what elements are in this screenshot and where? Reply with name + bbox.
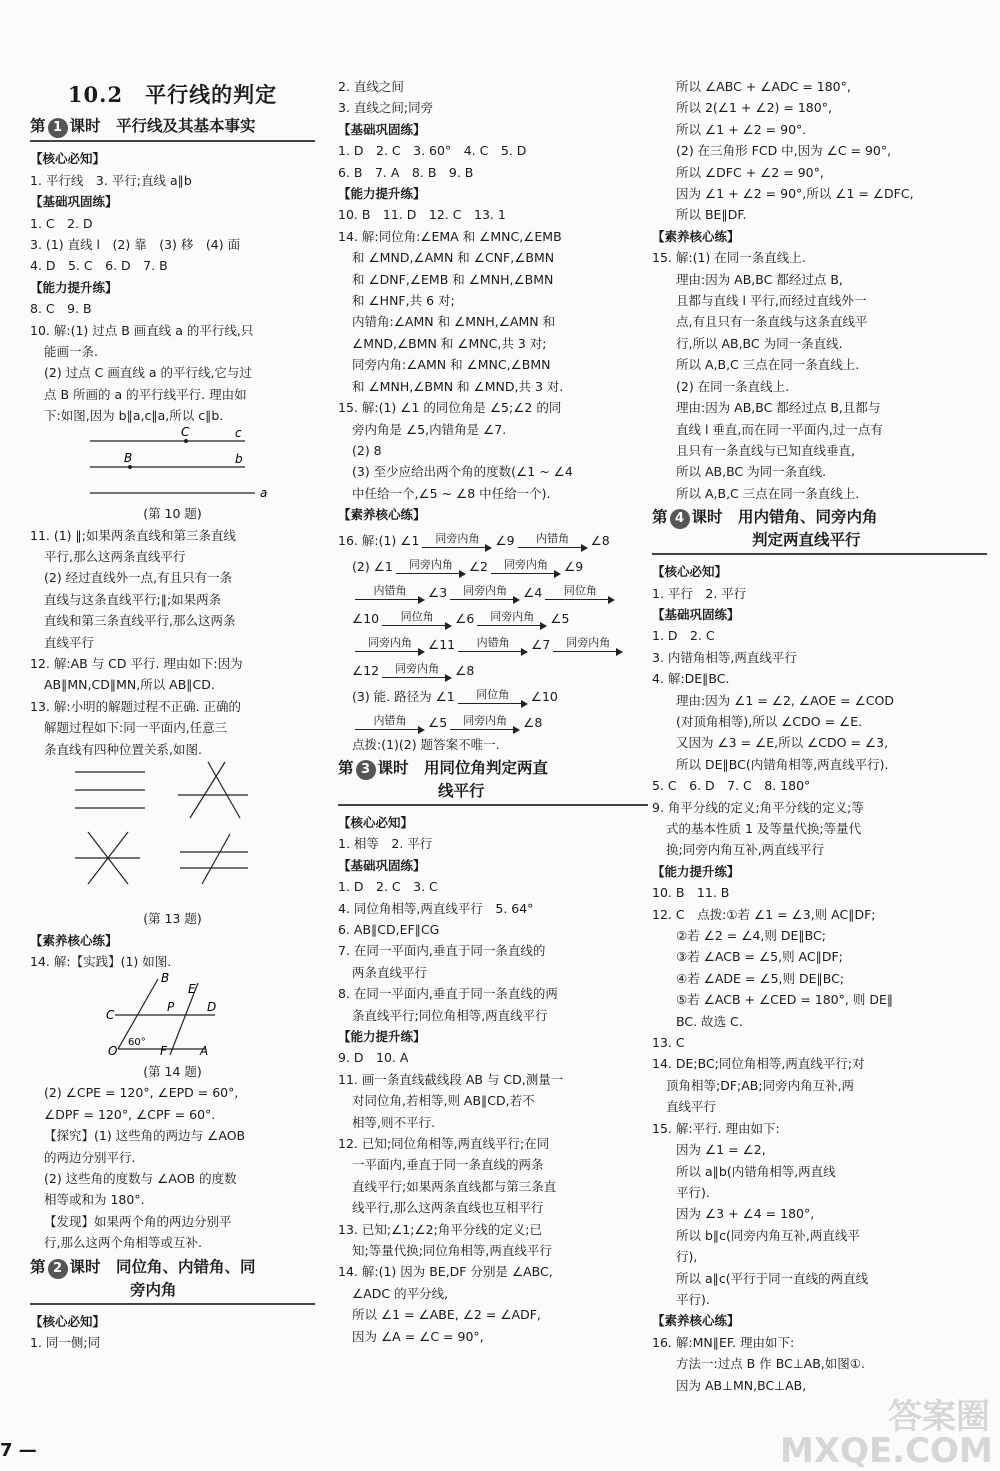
answer-line: 6. B 7. A 8. B 9. B [338, 164, 474, 180]
answer-line: 1. 同一侧;同 [30, 1335, 101, 1351]
answer-line: 能画一条. [44, 344, 98, 360]
answer-line: ⑤若 ∠ACB + ∠CED = 180°, 则 DE∥ [676, 992, 894, 1008]
figure-caption: (第 14 题) [143, 1064, 202, 1079]
answer-line: 11. 画一条直线截线段 AB 与 CD,测量一 [338, 1071, 564, 1087]
arrow [458, 689, 528, 708]
answer-line: 理由:因为 ∠1 = ∠2, ∠AOE = ∠COD [676, 692, 894, 708]
lesson-prefix: 第 [338, 758, 354, 777]
section-title: 10.2 平行线的判定 [67, 82, 278, 107]
arrow-shaft [545, 596, 615, 604]
arrow [545, 585, 615, 604]
answer-line: 所以 DE∥BC(内错角相等,两直线平行). [676, 756, 889, 772]
answer-line: 线平行,那么这两条直线也互相平行 [352, 1200, 544, 1216]
answer-line: 因为 ∠3 + ∠4 = 180°, [676, 1206, 815, 1222]
arrow-label: 同旁内角 [490, 609, 535, 623]
path-start: (3) 能. 路径为 ∠1 [352, 689, 455, 705]
lesson-number-badge: 4 [670, 509, 690, 529]
answer-line: 平行). [676, 1291, 710, 1307]
answer-line: 点 B 所画的 a 的平行线平行. 理由如 [44, 386, 247, 402]
answer-line: 所以 ∠1 + ∠2 = 90°. [676, 121, 807, 137]
answer-line: 6. AB∥CD,EF∥CG [338, 921, 440, 937]
fig14-label-C: C [106, 1007, 115, 1022]
answer-line: ∠DPF = 120°, ∠CPF = 60°. [44, 1106, 216, 1122]
answer-line: 所以 ∠DFC + ∠2 = 90°, [676, 164, 824, 180]
answer-line: 1. 相等 2. 平行 [338, 836, 433, 852]
arrow [518, 533, 588, 552]
lesson-title-text: 课时 用同位角判定两直 [377, 758, 549, 777]
section-tag: 【核心必知】 [30, 1313, 106, 1329]
arrow [422, 533, 492, 552]
answer-line: 4. 同位角相等,两直线平行 5. 64° [338, 900, 534, 916]
answer-line: 点,有且只有一条直线与这条直线平 [676, 314, 868, 330]
angle: ∠3 [428, 585, 448, 601]
answer-line: 所以 b∥c(同旁内角互补,两直线平 [676, 1227, 860, 1243]
angle: ∠2 [468, 559, 489, 575]
answer-line: ④若 ∠ADE = ∠5,则 DE∥BC; [676, 970, 845, 986]
arrow-label: 同旁内角 [435, 531, 480, 545]
figure-10-diagram [30, 427, 315, 497]
section-tag: 【素养核心练】 [652, 228, 740, 244]
answer-line: ②若 ∠2 = ∠4,则 DE∥BC; [676, 928, 826, 944]
answer-line: ∠ADC 的平分线, [352, 1285, 449, 1301]
answer-line: 行), [676, 1249, 698, 1265]
answer-line: 换;同旁内角互补,两直线平行 [666, 842, 825, 858]
answer-line: 12. 解:AB 与 CD 平行. 理由如下:因为 [30, 655, 243, 671]
fig10-label-B: B [124, 450, 133, 465]
arrow-shaft [382, 674, 452, 682]
answer-line: 10. B 11. B [652, 885, 730, 901]
answer-line: 14. 解:(1) 因为 BE,DF 分别是 ∠ABC, [338, 1264, 553, 1280]
answer-line: 【发现】如果两个角的两边分别平 [44, 1213, 232, 1229]
answer-line: 1. D 2. C 3. 60° 4. C 5. D [338, 143, 527, 159]
answer-line: 13. 已知;∠1;∠2;角平分线的定义;已 [338, 1221, 543, 1237]
answer-line: 理由:因为 AB,BC 都经过点 B,且都与 [676, 400, 881, 416]
answer-line: 平行). [676, 1184, 710, 1200]
answer-line: 1. D 2. C [652, 628, 715, 644]
lesson-number-badge: 1 [48, 118, 68, 138]
path-row-5 [338, 630, 648, 656]
arrow-label: 内错角 [373, 583, 407, 597]
arrow-label: 同旁内角 [504, 557, 549, 571]
answer-line: 10. B 11. D 12. C 13. 1 [338, 207, 506, 223]
lesson-prefix: 第 [30, 1257, 46, 1276]
answer-line: 下:如图,因为 b∥a,c∥a,所以 c∥b. [44, 408, 224, 424]
section-tag: 【能力提升练】 [338, 1029, 426, 1044]
arrow-label: 同旁内角 [566, 635, 611, 649]
path-row-8 [338, 708, 648, 734]
answer-line: 的两边分别平行. [44, 1149, 136, 1165]
lesson-prefix: 第 [30, 117, 46, 136]
path-row-2 [338, 552, 648, 578]
section-tag: 【核心必知】 [338, 814, 414, 830]
answer-line: 所以 ∠1 = ∠ABE, ∠2 = ∠ADF, [352, 1307, 541, 1323]
figure-caption: (第 10 题) [143, 506, 202, 522]
answer-line: 12. C 点拨:①若 ∠1 = ∠3,则 AC∥DF; [652, 906, 876, 922]
arrow-shaft [458, 700, 528, 708]
answer-line: 4. D 5. C 6. D 7. B [30, 258, 168, 274]
arrow-label: 同旁内角 [463, 583, 508, 597]
section-tag: 【核心必知】 [30, 151, 106, 167]
column-1 [30, 70, 315, 1353]
answer-line: 又因为 ∠3 = ∠E,所以 ∠CDO = ∠3, [676, 735, 889, 751]
answer-line: 中任给一个,∠5 ~ ∠8 中任给一个). [352, 485, 551, 501]
answer-line: 13. C [652, 1035, 685, 1051]
answer-line: 9. D 10. A [338, 1050, 409, 1066]
answer-line: (2) 经过直线外一点,有且只有一条 [44, 570, 233, 586]
lesson-number-badge: 3 [356, 760, 376, 780]
angle: ∠6 [455, 611, 475, 627]
answer-line: 同旁内角:∠AMN 和 ∠MNC,∠BMN [352, 357, 551, 373]
answer-line: 14. 解:【实践】(1) 如图. [30, 954, 172, 970]
answer-line: 理由:因为 AB,BC 都经过点 B, [676, 271, 843, 287]
lesson-number-badge: 2 [48, 1259, 68, 1279]
angle: ∠4 [523, 585, 543, 601]
answer-line: (2) 在同一条直线上. [676, 378, 790, 394]
arrow-label: 同旁内角 [395, 661, 440, 675]
answer-line: (3) 至少应给出两个角的度数(∠1 ~ ∠4 [352, 464, 573, 480]
answer-line: 8. C 9. B [30, 301, 92, 317]
lesson-title-text: 课时 平行线及其基本事实 [69, 117, 256, 136]
arrow-label: 内错角 [476, 635, 510, 649]
arrow [458, 637, 528, 656]
section-tag: 【能力提升练】 [338, 186, 426, 202]
fig14-label-D: D [207, 999, 217, 1014]
lesson-4-title [652, 506, 987, 555]
watermark-logo: 答案圈 MXQE.COM [780, 1397, 993, 1471]
arrow [355, 585, 425, 604]
section-tag: 【基础巩固练】 [338, 857, 426, 873]
answer-line: 行,所以 AB,BC 为同一条直线. [676, 335, 843, 351]
answer-line: 所以 a∥c(平行于同一直线的两直线 [676, 1270, 869, 1286]
answer-line: 16. 解:MN∥EF. 理由如下: [652, 1334, 795, 1350]
arrow-shaft [477, 622, 547, 630]
answer-line: (2) 8 [352, 442, 382, 458]
answer-line: 3. 内错角相等,两直线平行 [652, 649, 797, 665]
fig14-angle-label: 60° [128, 1036, 146, 1048]
answer-line: 9. 角平分线的定义;角平分线的定义;等 [652, 799, 864, 815]
arrow-label: 同位角 [400, 609, 434, 623]
angle: ∠7 [531, 637, 551, 653]
answer-line: 所以 AB,BC 为同一条直线. [676, 464, 827, 480]
answer-line: 条直线有四种位置关系,如图. [44, 741, 202, 757]
path-start: (2) ∠1 [352, 559, 393, 575]
arrow [355, 637, 425, 656]
section-tag: 【基础巩固练】 [338, 121, 426, 137]
angle: ∠8 [523, 715, 543, 731]
angle: ∠9 [495, 533, 515, 549]
arrow-label: 内错角 [536, 531, 570, 545]
answer-line: 直线和第三条直线平行,那么这两条 [44, 613, 236, 629]
fig14-label-O: O [108, 1043, 118, 1055]
answer-line: 直线与这条直线平行;∥;如果两条 [44, 591, 222, 607]
answer-line: 1. 平行线 3. 平行;直线 a∥b [30, 172, 192, 188]
answer-line: BC. 故选 C. [676, 1013, 743, 1029]
fig14-label-E: E [188, 981, 196, 996]
answer-line: 因为 ∠1 = ∠2, [676, 1142, 766, 1158]
angle: ∠9 [564, 559, 584, 575]
figure-14-diagram [30, 973, 315, 1055]
path-start: 16. 解:(1) ∠1 [338, 533, 420, 549]
answer-line: 所以 A,B,C 三点在同一条直线上. [676, 485, 860, 501]
answer-line: 直线平行 [44, 634, 95, 650]
answer-line: 顶角相等;DF;AB;同旁内角互补,两 [666, 1077, 855, 1093]
page-number: 7 — [0, 1440, 37, 1461]
section-tag: 【素养核心练】 [652, 1313, 740, 1329]
fig14-label-A: A [200, 1043, 209, 1055]
lesson-1-title [30, 115, 315, 142]
arrow-shaft [553, 648, 623, 656]
fig10-label-a: a [260, 485, 268, 497]
column-2 [338, 76, 648, 1347]
answer-line: 14. 解:同位角:∠EMA 和 ∠MNC,∠EMB [338, 228, 562, 244]
angle: ∠10 [352, 611, 380, 627]
angle: ∠5 [550, 611, 570, 627]
answer-line: (2) 过点 C 画直线 a 的平行线,它与过 [44, 365, 252, 381]
arrow-label: 同旁内角 [408, 557, 453, 571]
angle: ∠10 [530, 689, 558, 705]
arrow-shaft [382, 622, 452, 630]
angle: ∠8 [590, 533, 610, 549]
lesson-title-text: 课时 用内错角、同旁内角 [691, 508, 878, 527]
answer-line: 因为 AB⊥MN,BC⊥AB, [676, 1377, 807, 1393]
arrow [396, 559, 466, 578]
fig14-label-B: B [161, 972, 170, 985]
arrow [450, 585, 520, 604]
answer-line: 8. 在同一平面内,垂直于同一条直线的两 [338, 986, 558, 1002]
arrow-label: 内错角 [373, 713, 407, 727]
arrow-shaft [458, 648, 528, 656]
arrow-shaft [491, 570, 561, 578]
path-row-6 [338, 656, 648, 682]
answer-line: 10. 解:(1) 过点 B 画直线 a 的平行线,只 [30, 322, 254, 338]
answer-line: (2) ∠CPE = 120°, ∠EPD = 60°, [44, 1085, 239, 1101]
section-tag: 【基础巩固练】 [652, 606, 740, 622]
fig10-label-b: b [235, 451, 243, 466]
figure-caption: (第 13 题) [143, 911, 202, 927]
arrow-label: 同位角 [563, 583, 597, 597]
arrow [477, 611, 547, 630]
answer-line: ∠MND,∠BMN 和 ∠MNC,共 3 对; [352, 335, 547, 351]
answer-line: 和 ∠HNF,共 6 对; [352, 293, 455, 309]
answer-line: 所以 BE∥DF. [676, 207, 747, 223]
fig14-label-P: P [167, 999, 175, 1014]
answer-line: (2) 在三角形 FCD 中,因为 ∠C = 90°, [676, 143, 892, 159]
answer-line: 直线平行;如果两条直线都与第三条直 [352, 1178, 557, 1194]
answer-line: 式的基本性质 1 及等量代换;等量代 [666, 821, 862, 836]
arrow [382, 663, 452, 682]
arrow-shaft [450, 596, 520, 604]
arrow-label: 同旁内角 [368, 635, 412, 649]
arrow-label: 同位角 [476, 687, 510, 701]
answer-line: 因为 ∠A = ∠C = 90°, [352, 1328, 484, 1344]
lesson-title-subline: 判定两直线平行 [752, 531, 861, 550]
arrow-shaft [396, 570, 466, 578]
answer-line: 15. 解:(1) ∠1 的同位角是 ∠5;∠2 的同 [338, 400, 562, 416]
answer-line: (对顶角相等),所以 ∠CDO = ∠E. [676, 713, 863, 729]
answer-line: 2. 直线之间 [338, 79, 404, 94]
arrow [491, 559, 561, 578]
answer-line: 15. 解:平行. 理由如下: [652, 1120, 780, 1136]
fig14-label-F: F [160, 1043, 167, 1055]
arrow-shaft [450, 726, 520, 734]
angle: ∠12 [352, 663, 380, 679]
answer-line: 直线 l 垂直,而在同一平面内,过一点有 [676, 421, 883, 437]
arrow-shaft [422, 544, 492, 552]
answer-line: 行,那么这两个角相等或互补. [44, 1235, 202, 1251]
answer-line: 12. 已知;同位角相等,两直线平行;在同 [338, 1136, 550, 1152]
answer-line: 13. 解:小明的解题过程不正确. 正确的 [30, 698, 242, 714]
answer-line: 7. 在同一平面内,垂直于同一条直线的 [338, 943, 546, 959]
answer-line: 和 ∠MNH,∠BMN 和 ∠MND,共 3 对. [352, 378, 564, 394]
answer-line: 【探究】(1) 这些角的两边与 ∠AOB [44, 1128, 246, 1144]
arrow [450, 715, 520, 734]
section-tag: 【素养核心练】 [338, 507, 426, 523]
answer-line: 3. (1) 直线 l (2) 靠 (3) 移 (4) 面 [30, 237, 241, 253]
lesson-3-title [338, 757, 648, 806]
answer-line: 知;等量代换;同位角相等,两直线平行 [352, 1243, 552, 1259]
figure-10 [30, 427, 315, 525]
answer-line: 1. C 2. D [30, 215, 93, 231]
answer-line: 1. 平行 2. 平行 [652, 585, 747, 601]
answer-line: 14. DE;BC;同位角相等,两直线平行;对 [652, 1056, 865, 1072]
answer-line: 4. 解:DE∥BC. [652, 671, 730, 687]
answer-line: 所以 A,B,C 三点在同一条直线上. [676, 357, 860, 373]
lesson-2-title [30, 1256, 315, 1305]
angle: ∠11 [428, 637, 456, 653]
section-tag: 【能力提升练】 [652, 863, 740, 879]
answer-line: 和 ∠DNF,∠EMB 和 ∠MNH,∠BMN [352, 271, 554, 287]
angle: ∠5 [428, 715, 448, 731]
answer-line: 所以 ∠ABC + ∠ADC = 180°, [676, 79, 851, 94]
figure-13-diagram [30, 760, 315, 902]
answer-line: 一平面内,垂直于同一条直线的两条 [352, 1157, 544, 1173]
answer-line: 3. 直线之间;同旁 [338, 100, 434, 116]
answer-line: 直线平行 [666, 1099, 717, 1115]
fig10-label-C: C [181, 426, 190, 439]
path-row-3 [338, 578, 648, 604]
answer-line: 平行,那么这两条直线平行 [44, 548, 186, 564]
arrow [355, 715, 425, 734]
angle: ∠8 [455, 663, 475, 679]
answer-line: 内错角:∠AMN 和 ∠MNH,∠AMN 和 [352, 314, 556, 330]
answer-line: 5. C 6. D 7. C 8. 180° [652, 778, 811, 794]
arrow-shaft [355, 726, 425, 734]
answer-line: ③若 ∠ACB = ∠5,则 AC∥DF; [676, 949, 843, 965]
answer-line: 所以 a∥b(内错角相等,两直线 [676, 1163, 836, 1179]
arrow [553, 637, 623, 656]
fig10-label-c: c [235, 426, 242, 440]
answer-line: 两条直线平行 [352, 964, 428, 980]
answer-line: 15. 解:(1) 在同一条直线上. [652, 250, 806, 266]
path-row-4 [338, 604, 648, 630]
answer-line: 因为 ∠1 + ∠2 = 90°,所以 ∠1 = ∠DFC, [676, 186, 914, 202]
answer-line: 且只有一条直线与已知直线垂直, [676, 442, 855, 458]
answer-line: 方法一:过点 B 作 BC⊥AB,如图①. [676, 1356, 865, 1372]
path-row-1 [338, 526, 648, 552]
answer-line: 和 ∠MND,∠AMN 和 ∠CNF,∠BMN [352, 250, 555, 266]
section-tag: 【基础巩固练】 [30, 194, 118, 210]
arrow [382, 611, 452, 630]
answer-note: 点拨:(1)(2) 题答案不唯一. [352, 736, 500, 752]
arrow-shaft [355, 648, 425, 656]
arrow-shaft [355, 596, 425, 604]
answer-line: (2) 这些角的度数与 ∠AOB 的度数 [44, 1171, 237, 1187]
column-3 [652, 76, 987, 1396]
answer-line: 所以 2(∠1 + ∠2) = 180°, [676, 100, 832, 116]
answer-line: AB∥MN,CD∥MN,所以 AB∥CD. [44, 677, 215, 693]
path-row-7 [338, 682, 648, 708]
lesson-prefix: 第 [652, 508, 668, 527]
figure-14 [30, 973, 315, 1083]
arrow-label: 同旁内角 [463, 713, 508, 727]
section-tag: 【能力提升练】 [30, 279, 118, 295]
section-tag: 【素养核心练】 [30, 932, 118, 948]
answer-line: 1. D 2. C 3. C [338, 879, 438, 895]
answer-line: 解题过程如下:同一平面内,任意三 [44, 720, 228, 736]
answer-line: 条直线平行;同位角相等,两直线平行 [352, 1007, 548, 1023]
arrow-shaft [518, 544, 588, 552]
lesson-title-subline: 线平行 [438, 781, 485, 800]
answer-line: 相等或和为 180°. [44, 1192, 145, 1208]
answer-line: 对同位角,若相等,则 AB∥CD,若不 [352, 1093, 535, 1109]
figure-13 [30, 760, 315, 930]
lesson-title-subline: 旁内角 [130, 1280, 177, 1299]
answer-line: 且都与直线 l 平行,而经过直线外一 [676, 293, 867, 309]
section-tag: 【核心必知】 [652, 564, 728, 580]
answer-line: 11. (1) ∥;如果两条直线和第三条直线 [30, 527, 236, 543]
lesson-title-text: 课时 同位角、内错角、同 [69, 1257, 256, 1276]
answer-line: 旁内角是 ∠5,内错角是 ∠7. [352, 421, 507, 437]
answer-line: 相等,则不平行. [352, 1114, 435, 1130]
